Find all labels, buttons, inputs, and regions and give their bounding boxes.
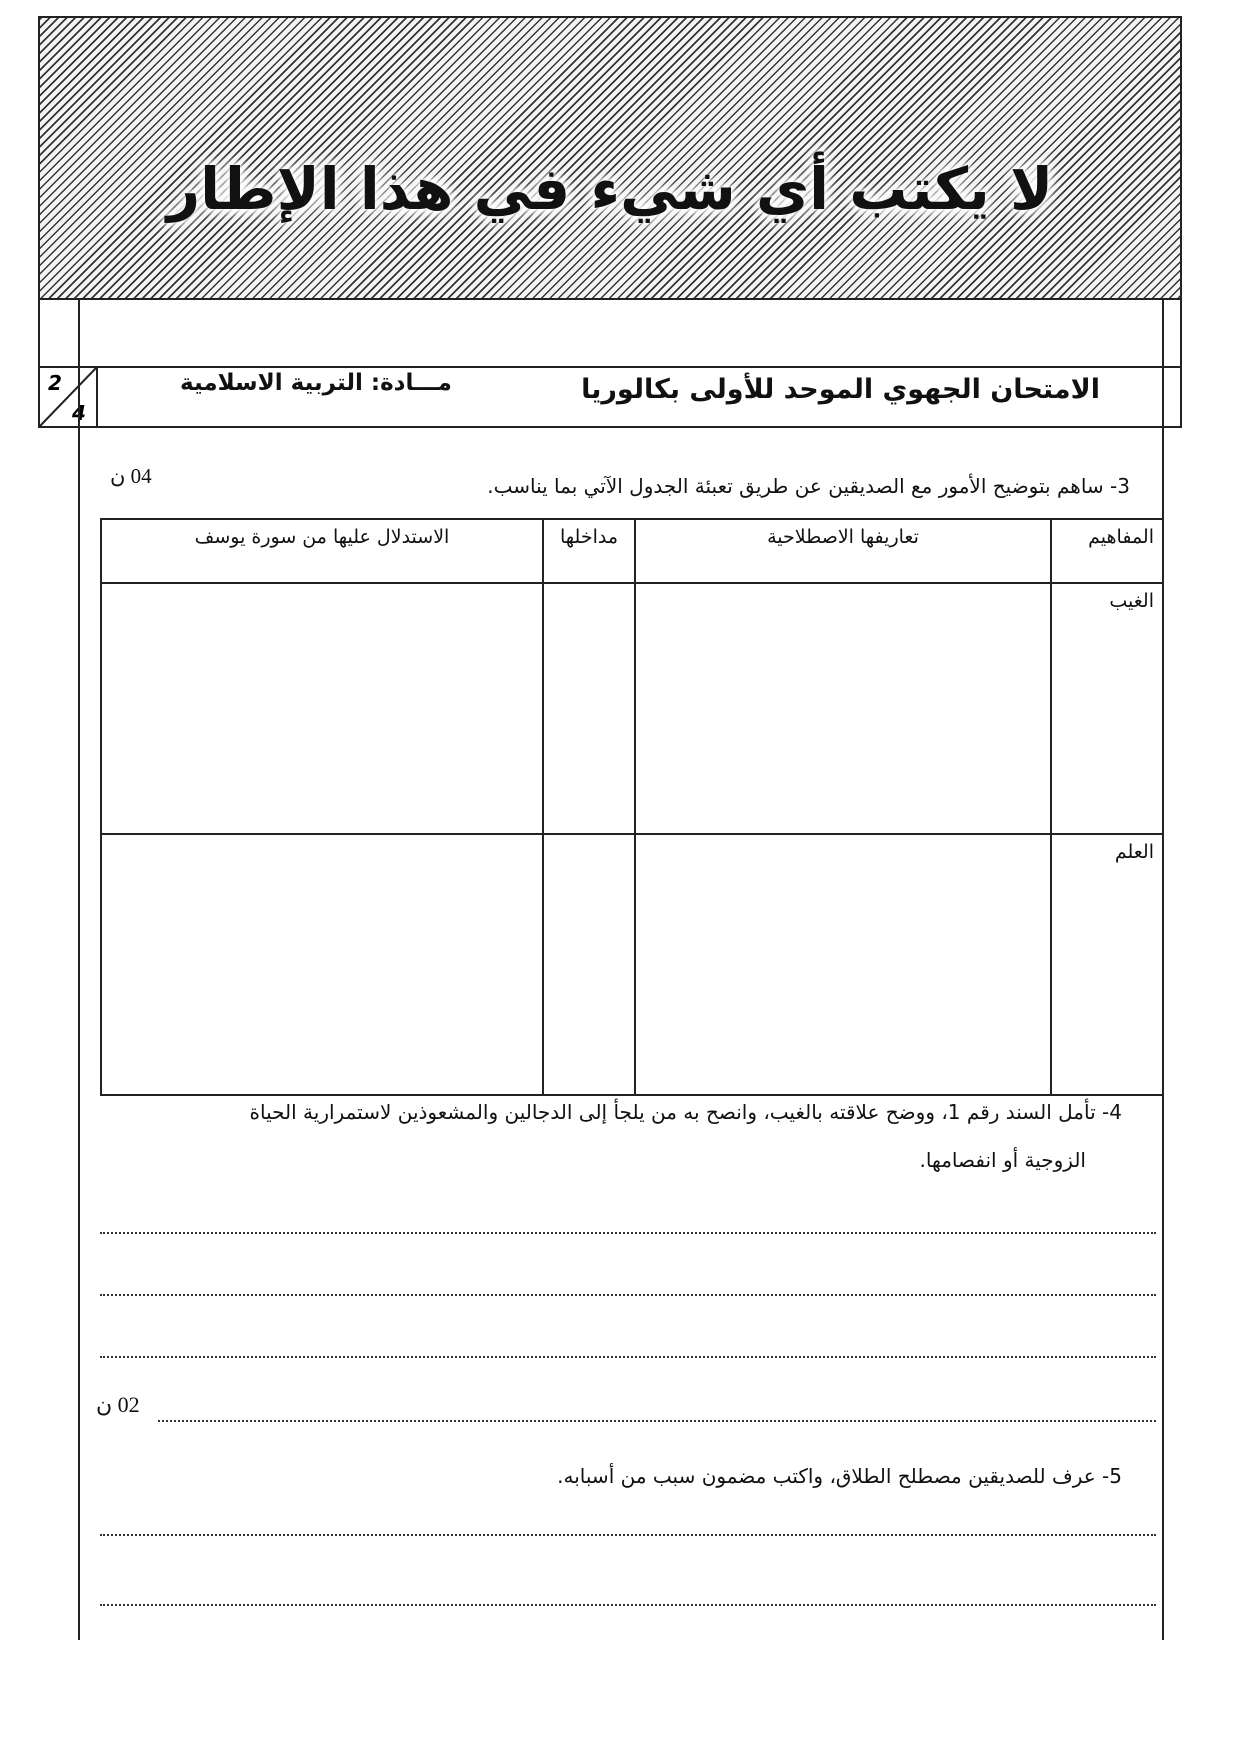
page-number-divider	[38, 366, 98, 428]
table-row	[101, 583, 1163, 834]
answer-line[interactable]	[100, 1294, 1156, 1296]
question-4-line-1: 4- تأمل السند رقم 1، ووضح علاقته بالغيب، وانصح به من يلجأ إلى الدجالين والمشعوذين لاستمرارية الحياة	[249, 1100, 1122, 1124]
entry-answer-cell[interactable]	[543, 834, 635, 1095]
answer-line[interactable]	[100, 1232, 1156, 1234]
concept-cell: العلم	[1051, 834, 1163, 1095]
frame-left-line	[78, 300, 80, 1640]
definition-answer-cell[interactable]	[635, 834, 1051, 1095]
page-number-cell	[38, 366, 98, 428]
exam-title: الامتحان الجهوي الموحد للأولى بكالوريا	[581, 374, 1100, 405]
question-3-text: 3- ساهم بتوضيح الأمور مع الصديقين عن طريق تعبئة الجدول الآتي بما يناسب.	[487, 474, 1130, 498]
page-total: 4	[72, 401, 86, 425]
table-row	[101, 834, 1163, 1095]
answer-line[interactable]	[100, 1356, 1156, 1358]
question-4-line-2: الزوجية أو انفصامها.	[919, 1148, 1086, 1172]
evidence-answer-cell[interactable]	[101, 583, 543, 834]
page-current: 2	[48, 371, 62, 395]
answer-line[interactable]	[100, 1534, 1156, 1536]
do-not-write-banner	[38, 16, 1182, 300]
blank-band	[38, 300, 1182, 366]
question-4-points: 02 ن	[96, 1392, 140, 1417]
entry-answer-cell[interactable]	[543, 583, 635, 834]
answer-line[interactable]	[100, 1604, 1156, 1606]
concept-cell: الغيب	[1051, 583, 1163, 834]
header-concepts: المفاهيم	[1051, 519, 1163, 583]
header-evidence: الاستدلال عليها من سورة يوسف	[101, 519, 543, 583]
answer-line[interactable]	[158, 1420, 1156, 1422]
subject-label: مـــادة: التربية الاسلامية	[180, 370, 452, 396]
evidence-answer-cell[interactable]	[101, 834, 543, 1095]
question-5-text: 5- عرف للصديقين مصطلح الطلاق، واكتب مضمون سبب من أسبابه.	[557, 1464, 1122, 1488]
banner-title: لا يكتب أي شيء في هذا الإطار	[166, 155, 1054, 223]
header-entries: مداخلها	[543, 519, 635, 583]
header-definitions: تعاريفها الاصطلاحية	[635, 519, 1051, 583]
table-header-row	[101, 519, 1163, 583]
concepts-table	[100, 518, 1164, 1096]
question-3-points: 04 ن	[110, 464, 152, 488]
definition-answer-cell[interactable]	[635, 583, 1051, 834]
